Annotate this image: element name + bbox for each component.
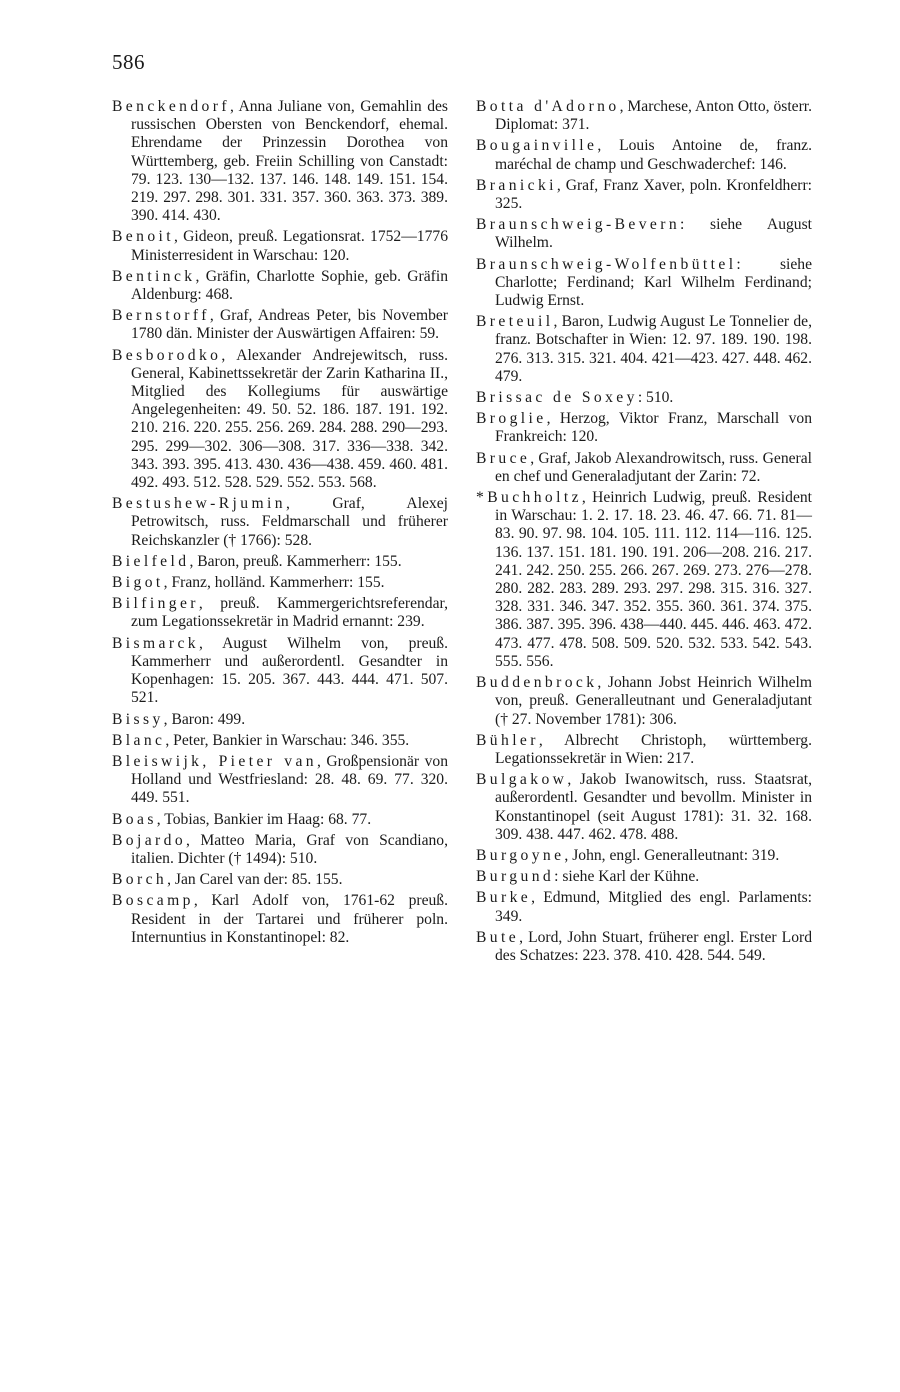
entry-text: , Graf, Alexej Petrowitsch, russ. Feldmarschall und früherer Reichskanzler († 1766): 528.: [131, 495, 448, 549]
index-entry: [112, 871, 448, 889]
index-entry: [476, 889, 812, 925]
entry-text: : siehe August Wilhelm.: [495, 216, 812, 252]
index-entry: [112, 574, 448, 592]
entry-name: Bentinck: [112, 267, 196, 285]
index-entry: [112, 832, 448, 868]
index-entry: [112, 228, 448, 264]
entry-name: Bilfinger: [112, 595, 199, 613]
entry-text: : siehe Karl der Kühne.: [554, 868, 700, 886]
index-entry: [476, 98, 812, 134]
entry-name: Burgund: [476, 868, 555, 886]
index-entry: [476, 216, 812, 252]
index-column-left: [112, 98, 448, 950]
entry-name: Bougainville: [476, 137, 598, 155]
index-entry: [476, 929, 812, 965]
index-entry: [112, 753, 448, 808]
entry-text: , Graf, Andreas Peter, bis November 1780 dän. Minister der Auswärtigen Affairen: 59.: [131, 307, 448, 343]
entry-text: , August Wilhelm von, preuß. Kammerherr und außerordentl. Gesandter in Kopenhagen: 15. 205. 367. 443. 444. 471. 507. 521.: [131, 634, 448, 707]
entry-name: Braunschweig-Wolfenbüttel: [476, 255, 737, 273]
index-entry: [112, 495, 448, 550]
index-entry: [476, 313, 812, 386]
index-entry: [476, 450, 812, 486]
entry-name: Borch: [112, 871, 168, 889]
entry-name: Braunschweig-Bevern: [476, 216, 681, 234]
entry-text: : siehe Charlotte; Ferdinand; Karl Wilhelm Ferdinand; Ludwig Ernst.: [495, 255, 812, 310]
entry-text: , Jan Carel van der: 85. 155.: [167, 871, 343, 889]
entry-text: , Karl Adolf von, 1761-62 preuß. Resident in der Tartarei und früherer poln. Internuntius in Konstantinopel: 82.: [131, 892, 448, 946]
entry-name: Bühler: [476, 731, 539, 749]
entry-name: Broglie: [476, 410, 547, 428]
entry-name: Benoit: [112, 228, 174, 246]
entry-text: , Baron: 499.: [163, 710, 246, 728]
entry-text: , Alexander Andrejewitsch, russ. General, Kabinettssekretär der Zarin Katharina II., Mitglied des Kollegiums für auswärtige Angelegenheiten: 49. 50. 52. 186. 187. 191. 192. 210. 216. 220. 255. 256. 269. 284. 288. 290—293. 295. 299—302. 306—308. 317. 336—338. 342. 343. 393. 395. 413. 430. 436—438. 459. 460. 481. 492. 493. 512. 528. 529. 552. 553. 568.: [131, 346, 448, 492]
index-entry: [476, 177, 812, 213]
index-entry: [112, 347, 448, 493]
entry-text: , Baron, Ludwig August Le Tonnelier de, franz. Botschafter in Wien: 12. 97. 189. 190. 198. 276. 313. 315. 321. 404. 421—423. 427. 448. 462. 479.: [495, 313, 812, 385]
entry-name: Bigot: [112, 574, 164, 592]
index-entry: [476, 771, 812, 844]
index-entry: [476, 410, 812, 446]
entry-text: , Tobias, Bankier im Haag: 68. 77.: [156, 810, 372, 828]
entry-name: Bissy: [112, 710, 164, 728]
entry-text: , Franz, holländ. Kammerherr: 155.: [163, 574, 385, 592]
entry-text: , Gideon, preuß. Legationsrat. 1752—1776 Ministerresident in Warschau: 120.: [131, 228, 448, 264]
index-entry: [112, 268, 448, 304]
index-entry: [476, 389, 812, 407]
index-entry: [112, 307, 448, 343]
index-entry: [476, 489, 812, 671]
entry-name: Blanc: [112, 731, 166, 749]
index-entry: [112, 553, 448, 571]
entry-name: Brissac de Soxey: [476, 389, 638, 407]
entry-name: *Buchholtz: [476, 489, 582, 507]
entry-text: , Anna Juliane von, Gemahlin des russischen Obersten von Benckendorf, ehemal. Ehrendame der Prinzessin Dorothea von Württemberg, geb. Freiin Schilling von Canstadt: 79. 123. 130—132. 137. 146. 148. 149. 151. 154. 219. 297. 298. 301. 331. 357. 360. 363. 373. 389. 390. 414. 430.: [131, 98, 448, 225]
entry-name: Burgoyne: [476, 846, 565, 864]
index-entry: [476, 137, 812, 173]
entry-text: , Gräfin, Charlotte Sophie, geb. Gräfin Aldenburg: 468.: [131, 267, 448, 304]
entry-name: Besborodko: [112, 346, 222, 364]
index-entry: [112, 892, 448, 947]
entry-name: Bulgakow: [476, 771, 568, 789]
entry-name: Boas: [112, 810, 157, 828]
entry-text: , Lord, John Stuart, früherer engl. Erster Lord des Schatzes: 223. 378. 410. 428. 544. 549.: [495, 928, 812, 964]
entry-name: Bielfeld: [112, 552, 190, 570]
index-entry: [476, 674, 812, 729]
entry-text: , Peter, Bankier in Warschau: 346. 355.: [165, 731, 410, 749]
entry-text: , Louis Antoine de, franz. maréchal de champ und Geschwaderchef: 146.: [495, 137, 812, 173]
entry-name: Branicki: [476, 176, 557, 194]
index-entry: [476, 847, 812, 865]
entry-name: Bojardo: [112, 831, 187, 849]
entry-name: Bute: [476, 928, 520, 946]
entry-name: Bruce: [476, 449, 531, 467]
entry-text: , Großpensionär von Holland und Westfriesland: 28. 48. 69. 77. 320. 449. 551.: [131, 752, 448, 807]
entry-name: Buddenbrock: [476, 674, 598, 692]
entry-text: , Baron, preuß. Kammerherr: 155.: [189, 552, 402, 570]
index-entry: [476, 732, 812, 768]
entry-name: Bestushew-Rjumin: [112, 495, 286, 513]
entry-text: , Graf, Franz Xaver, poln. Kronfeldherr: 325.: [495, 176, 812, 213]
page-number: 586: [112, 50, 145, 74]
entry-name: Breteuil: [476, 313, 554, 331]
index-entry: [112, 595, 448, 631]
index-entry: [112, 811, 448, 829]
entry-name: Botta d'Adorno: [476, 98, 620, 115]
entry-name: Burke: [476, 889, 532, 907]
entry-text: : 510.: [637, 389, 674, 407]
entry-name: Boscamp: [112, 892, 194, 910]
entry-text: , Marchese, Anton Otto, österr. Diplomat: 371.: [495, 98, 813, 134]
index-column-right: [476, 98, 812, 968]
index-entry: [112, 711, 448, 729]
entry-text: , Herzog, Viktor Franz, Marschall von Frankreich: 120.: [495, 410, 812, 446]
entry-text: , Heinrich Ludwig, preuß. Resident in Warschau: 1. 2. 17. 18. 23. 46. 47. 66. 71. 81—83. 90. 97. 98. 104. 105. 111. 112. 114—116. 125. 136. 137. 151. 181. 190. 191. 206—208. 216. 217. 241. 242. 250. 255. 266. 267. 269. 273. 276—278. 280. 282. 283. 289. 293. 297. 298. 315. 316. 327. 328. 331. 346. 347. 352. 355. 360. 361. 374. 375. 386. 387. 395. 396. 438—440. 445. 446. 463. 472. 473. 477. 478. 508. 509. 520. 532. 533. 542. 543. 555. 556.: [495, 489, 812, 670]
index-entry: [112, 98, 448, 225]
index-entry: [476, 256, 812, 311]
entry-text: , Matteo Maria, Graf von Scandiano, italien. Dichter († 1494): 510.: [131, 831, 448, 867]
entry-name: Bernstorff: [112, 307, 210, 325]
entry-name: Bismarck: [112, 634, 199, 652]
entry-text: , preuß. Kammergerichtsreferendar, zum Legationssekretär in Madrid ernannt: 239.: [131, 595, 448, 631]
entry-text: , Jakob Iwanowitsch, russ. Staatsrat, außerordentl. Gesandter und bevollm. Minister in Konstantinopel (seit August 1781): 31. 32. 168. 309. 438. 447. 462. 478. 488.: [495, 771, 812, 843]
entry-text: , Edmund, Mitglied des engl. Parlaments: 349.: [495, 889, 812, 925]
index-entry: [112, 635, 448, 708]
entry-text: , John, engl. Generalleutnant: 319.: [564, 846, 780, 864]
entry-name: Bleiswijk, Pieter van: [112, 752, 317, 770]
entry-text: , Johann Jobst Heinrich Wilhelm von, preuß. Generalleutnant und Generaladjutant († 27. November 1781): 306.: [495, 674, 812, 728]
entry-text: , Graf, Jakob Alexandrowitsch, russ. General en chef und Generaladjutant der Zarin: 72.: [495, 449, 812, 485]
index-entry: [476, 868, 812, 886]
entry-name: Benckendorf: [112, 98, 230, 115]
entry-text: , Albrecht Christoph, württemberg. Legationssekretär in Wien: 217.: [495, 731, 812, 767]
index-entry: [112, 732, 448, 750]
